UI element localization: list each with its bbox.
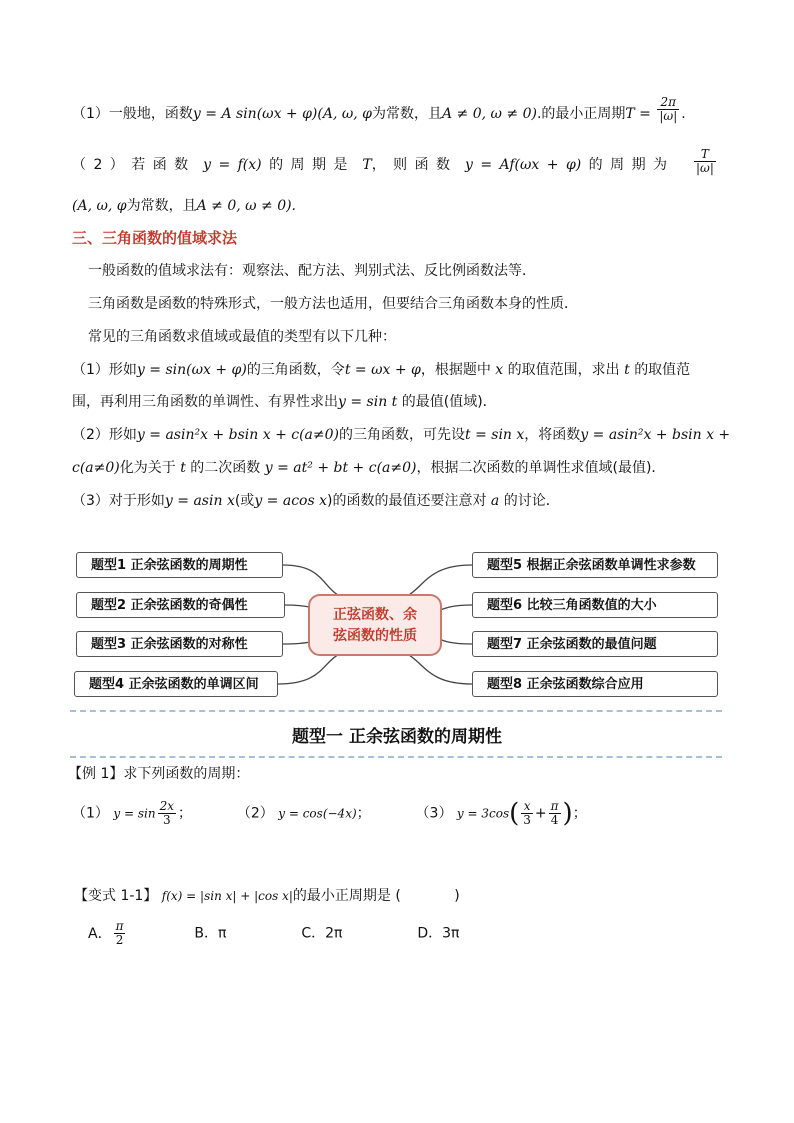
para2-g: y = Af(ωx + φ) — [464, 157, 582, 173]
option-A-den: 2 — [115, 933, 124, 947]
para2-line2 — [72, 196, 296, 216]
mindmap-right-6: 题型6 比较三角函数值的大小 — [472, 592, 718, 618]
para1: （1）一般地，函数y = A sin(ωx + φ)(A, ω, φ为常数，且A ≠ 0, ω ≠ 0).的最小正周期T = $\frac{2\pi}{|\omega|}$ . — [72, 94, 686, 123]
ex1-sep1: ； — [177, 805, 192, 822]
intro-line-3: 常见的三角函数求值域或最值的类型有以下几种： — [88, 329, 396, 345]
para2-l1b: 的 周 期 是 — [269, 157, 348, 173]
para1-frac-num: 2π — [657, 96, 679, 110]
section-heading: 题型一 正余弦函数的周期性 — [292, 727, 502, 747]
para1-period-fraction — [657, 96, 679, 123]
para2-T: T — [362, 157, 372, 173]
item2-line2 — [72, 458, 665, 478]
divider-top — [70, 710, 722, 712]
ex1-p3-b-num: π — [550, 799, 559, 813]
para1-mid: 为常数，且 — [371, 106, 442, 122]
section3-title: 三、三角函数的值域求法 — [72, 229, 238, 247]
item3-line — [72, 491, 560, 511]
item2-expr: y = asin²x + bsin x + c(a≠0) — [136, 427, 339, 443]
ex1-p1-frac — [158, 800, 176, 827]
item1-l2b: 的最值(值域)． — [401, 394, 497, 410]
mindmap-left-4: 题型4 正余弦函数的单调区间 — [74, 671, 278, 697]
item2-a: （2）形如 — [72, 427, 137, 443]
para1-expr: y = A sin(ωx + φ)(A, ω, φ — [192, 106, 372, 122]
ex1-p2-label: （2） — [236, 805, 274, 822]
item2-t: t = sin x — [465, 427, 525, 443]
para2-period-fraction — [692, 148, 718, 175]
item2-l2d: ，根据二次函数的单调性求值域(最值)． — [416, 460, 666, 476]
item1-line2 — [72, 392, 497, 412]
mindmap-center-line2: 弦函数的性质 — [333, 628, 417, 644]
mindmap-right-8: 题型8 正余弦函数综合应用 — [472, 671, 718, 697]
para2-l1a: （ 2 ） 若 函 数 — [72, 157, 189, 173]
ex1-p1-label: （1） — [72, 805, 109, 822]
item2-quad: y = at² + bt + c(a≠0) — [264, 460, 417, 476]
ex1-p3-a-den: 3 — [523, 813, 531, 827]
item2-l2b: 化为关于 — [119, 460, 176, 476]
option-A-label: A． — [88, 925, 112, 942]
para1-T-eq: T = — [625, 106, 651, 122]
ex1-p3-frac-b — [549, 800, 561, 827]
para2-l1d: 的 周 期 为 — [588, 157, 668, 173]
ex1-p3-a-num: x — [521, 800, 533, 814]
item3-av: a — [490, 493, 500, 509]
item1-b: 的三角函数，令 — [246, 362, 345, 378]
ex1-p1-expr: y = sin — [113, 806, 156, 821]
mindmap-left-3: 题型3 正余弦函数的对称性 — [76, 631, 283, 657]
mindmap-right-5: 题型5 根据正余弦函数单调性求参数 — [472, 552, 718, 578]
variant-blank: ) — [400, 888, 460, 904]
mindmap-center-line1: 正弦函数、余 — [333, 607, 417, 623]
item3-a: （3）对于形如 — [72, 493, 165, 509]
para2-l2c: A ≠ 0, ω ≠ 0). — [196, 198, 297, 214]
item3-b: (或 — [234, 493, 255, 509]
item2-b: 的三角函数，可先设 — [339, 427, 465, 443]
para1-suffix: .的最小正周期 — [536, 106, 626, 122]
item2-t2: t — [180, 460, 186, 476]
ex1-sep2: ； — [356, 805, 371, 822]
option-A[interactable] — [88, 919, 127, 947]
ex1-p3-expr: y = 3cos — [456, 806, 510, 821]
item2-l2a: c(a≠0) — [72, 460, 120, 476]
ex1-p1-den: 3 — [162, 813, 171, 827]
variant-options — [88, 920, 459, 947]
ex1-p3-frac-a — [521, 800, 533, 827]
item1-expr: y = sin(ωx + φ) — [136, 362, 247, 378]
para2-l2b: 为常数，且 — [126, 198, 197, 214]
item1-y: y = sin t — [338, 394, 398, 410]
item1-x: x — [495, 362, 504, 378]
variant-expr: f(x) = |sin x| + |cos x| — [161, 889, 293, 903]
item3-d: 的讨论． — [503, 493, 560, 509]
para2-l1c: ， 则 函 数 — [371, 157, 451, 173]
item2-line1 — [72, 425, 730, 445]
intro-line-1: 一般函数的值域求法有：观察法、配方法、判别式法、反比例函数法等． — [88, 263, 536, 279]
para2-frac-den: |ω| — [696, 161, 714, 175]
item1-a: （1）形如 — [72, 362, 137, 378]
item1-e: 的取值范 — [634, 362, 691, 378]
example1-label: 【例 1】求下列函数的周期： — [68, 766, 250, 782]
item1-l2a: 围，再利用三角函数的单调性、有界性求出 — [72, 394, 338, 410]
ex1-p3-b-den: 4 — [550, 813, 559, 827]
mindmap-center — [308, 594, 442, 656]
item1-line1 — [72, 360, 690, 380]
item3-expr: y = asin x — [164, 493, 235, 509]
item3-expr2: y = acos x — [254, 493, 327, 509]
item3-c: )的函数的最值还要注意对 — [327, 493, 487, 509]
example1-parts: （1） y = sin $\frac{2x}{3}$ ； （2） y = cos(−4x)； （3） y = 3cos( $\frac{x}{3}$ + $\frac{\pi}{4}$ )； — [72, 798, 587, 829]
divider-bottom — [70, 756, 722, 758]
item2-expr2: y = asin²x + bsin x + — [580, 427, 731, 443]
ex1-p2-expr: y = cos(−4x) — [278, 806, 357, 821]
ex1-p3-label: （3） — [415, 805, 453, 822]
option-D[interactable]: D．3π — [417, 925, 460, 942]
para1-prefix: （1）一般地，函数 — [72, 106, 193, 122]
ex1-p3-plus: + — [534, 805, 547, 822]
mindmap-left-1: 题型1 正余弦函数的周期性 — [76, 552, 283, 578]
para1-frac-den: |ω| — [659, 108, 678, 123]
variant-line — [74, 886, 460, 906]
option-B[interactable]: B．π — [194, 925, 227, 942]
para2-frac-num: T — [694, 148, 716, 162]
para2-l2a: (A, ω, φ — [72, 198, 127, 214]
item1-t: t = ωx + φ — [344, 362, 421, 378]
item1-c: ，根据题中 — [420, 362, 491, 378]
intro-line-2: 三角函数是函数的特殊形式，一般方法也适用，但要结合三角函数本身的性质． — [88, 296, 578, 312]
option-A-num: π — [115, 919, 124, 933]
variant-text: 的最小正周期是 ( — [292, 888, 401, 904]
ex1-sep3: ； — [572, 805, 587, 822]
mindmap-left-2: 题型2 正余弦函数的奇偶性 — [76, 592, 285, 618]
ex1-p1-num: 2x — [159, 799, 174, 813]
item1-t2: t — [624, 362, 630, 378]
item2-l2c: 的二次函数 — [190, 460, 261, 476]
option-A-frac — [114, 920, 126, 947]
para2-line1 — [72, 155, 667, 175]
option-C[interactable]: C．2π — [301, 925, 343, 942]
item1-d: 的取值范围，求出 — [507, 362, 620, 378]
item2-c: ，将函数 — [524, 427, 581, 443]
para1-cond: A ≠ 0, ω ≠ 0) — [441, 106, 537, 122]
para2-fx: y = f(x) — [203, 157, 262, 173]
variant-label: 【变式 1-1】 — [74, 888, 158, 904]
mindmap-right-7: 题型7 正余弦函数的最值问题 — [472, 631, 718, 657]
